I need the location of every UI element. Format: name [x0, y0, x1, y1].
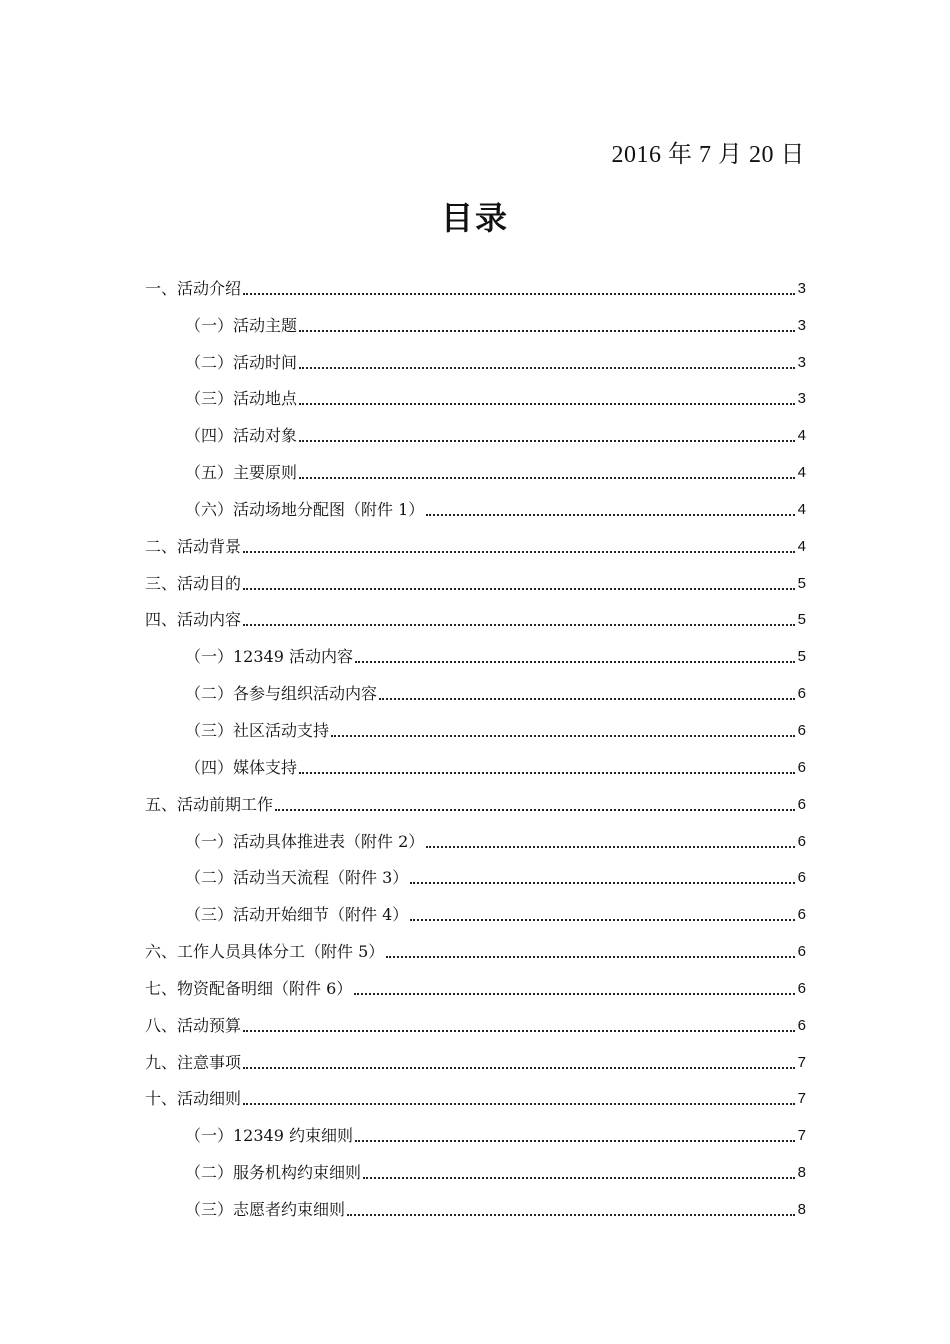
toc-entry[interactable]: [145, 630, 806, 667]
toc-entry-label: （二）各参与组织活动内容: [185, 684, 378, 704]
toc-entry[interactable]: [145, 373, 806, 410]
document-date: 2016 年 7 月 20 日: [611, 142, 805, 168]
toc-entry-label: （一）12349 约束细则: [185, 1126, 353, 1146]
toc-dot-leader: [363, 1177, 795, 1179]
toc-dot-leader: [299, 772, 795, 774]
toc-dot-leader: [331, 735, 795, 737]
toc-entry-label: （二）活动时间: [185, 352, 298, 372]
toc-entry-label: 四、活动内容: [145, 610, 242, 630]
toc-entry-label: （一）活动主题: [185, 315, 298, 335]
toc-dot-leader: [410, 882, 795, 884]
toc-entry-label: （二）服务机构约束细则: [185, 1163, 362, 1183]
toc-entry-label: （六）活动场地分配图（附件 1）: [185, 499, 425, 519]
toc-dot-leader: [426, 514, 795, 516]
toc-entry-page-number: 3: [797, 279, 806, 297]
toc-entry-page-number: 6: [797, 943, 806, 961]
toc-entry[interactable]: [145, 962, 806, 999]
toc-dot-leader: [299, 440, 795, 442]
toc-entry-page-number: 8: [797, 1200, 806, 1218]
toc-entry[interactable]: [145, 594, 806, 631]
toc-entry[interactable]: [145, 999, 806, 1036]
toc-entry[interactable]: [145, 557, 806, 594]
toc-entry-page-number: 6: [797, 685, 806, 703]
toc-entry[interactable]: [145, 667, 806, 704]
toc-entry[interactable]: [145, 299, 806, 336]
toc-dot-leader: [379, 698, 795, 700]
toc-entry-label: （五）主要原则: [185, 463, 298, 483]
toc-entry[interactable]: [145, 483, 806, 520]
toc-entry-page-number: 6: [797, 979, 806, 997]
toc-entry-page-number: 4: [797, 464, 806, 482]
toc-entry[interactable]: [145, 446, 806, 483]
toc-dot-leader: [299, 477, 795, 479]
toc-entry-label: 二、活动背景: [145, 536, 242, 556]
toc-entry[interactable]: [145, 888, 806, 925]
toc-dot-leader: [243, 588, 795, 590]
table-of-contents: [145, 262, 806, 1220]
toc-entry-page-number: 6: [797, 906, 806, 924]
toc-entry-page-number: 7: [797, 1127, 806, 1145]
toc-dot-leader: [243, 1067, 795, 1069]
toc-entry[interactable]: [145, 852, 806, 889]
toc-dot-leader: [243, 293, 795, 295]
toc-dot-leader: [426, 846, 795, 848]
toc-entry-label: （三）志愿者约束细则: [185, 1199, 346, 1219]
toc-entry-label: （四）媒体支持: [185, 757, 298, 777]
toc-dot-leader: [386, 956, 795, 958]
toc-entry-page-number: 8: [797, 1164, 806, 1182]
toc-entry[interactable]: [145, 336, 806, 373]
toc-entry-label: （一）12349 活动内容: [185, 647, 353, 667]
toc-entry-label: （三）社区活动支持: [185, 720, 330, 740]
toc-entry[interactable]: [145, 925, 806, 962]
toc-dot-leader: [243, 1103, 795, 1105]
toc-entry-label: （一）活动具体推进表（附件 2）: [185, 831, 425, 851]
page-title: 目录: [440, 199, 509, 237]
toc-entry-label: 九、注意事项: [145, 1052, 242, 1072]
toc-dot-leader: [410, 919, 795, 921]
toc-entry-page-number: 7: [797, 1090, 806, 1108]
toc-entry-page-number: 3: [797, 316, 806, 334]
toc-entry[interactable]: [145, 741, 806, 778]
toc-entry[interactable]: [145, 704, 806, 741]
toc-entry-page-number: 3: [797, 353, 806, 371]
toc-dot-leader: [355, 1140, 795, 1142]
toc-entry-label: 八、活动预算: [145, 1015, 242, 1035]
toc-dot-leader: [355, 661, 795, 663]
toc-entry-page-number: 6: [797, 758, 806, 776]
toc-entry[interactable]: [145, 1146, 806, 1183]
toc-entry-page-number: 7: [797, 1053, 806, 1071]
toc-entry[interactable]: [145, 778, 806, 815]
toc-entry[interactable]: [145, 1073, 806, 1110]
toc-dot-leader: [243, 1030, 795, 1032]
toc-entry-page-number: 6: [797, 1016, 806, 1034]
toc-entry[interactable]: [145, 1109, 806, 1146]
toc-entry-page-number: 5: [797, 648, 806, 666]
toc-entry[interactable]: [145, 1036, 806, 1073]
toc-dot-leader: [299, 367, 795, 369]
toc-entry-label: 一、活动介绍: [145, 278, 242, 298]
toc-entry-page-number: 4: [797, 537, 806, 555]
toc-entry[interactable]: [145, 1183, 806, 1220]
toc-dot-leader: [354, 993, 795, 995]
toc-dot-leader: [243, 624, 795, 626]
toc-dot-leader: [299, 403, 795, 405]
toc-entry-label: 十、活动细则: [145, 1089, 242, 1109]
toc-entry-page-number: 6: [797, 721, 806, 739]
toc-entry[interactable]: [145, 409, 806, 446]
toc-entry-label: （三）活动开始细节（附件 4）: [185, 905, 409, 925]
toc-entry-label: 七、物资配备明细（附件 6）: [145, 978, 353, 998]
toc-entry-page-number: 5: [797, 611, 806, 629]
toc-entry-label: 三、活动目的: [145, 573, 242, 593]
toc-entry-label: （三）活动地点: [185, 389, 298, 409]
toc-entry-label: （二）活动当天流程（附件 3）: [185, 868, 409, 888]
toc-entry-label: 五、活动前期工作: [145, 794, 274, 814]
toc-entry-page-number: 6: [797, 869, 806, 887]
toc-entry-label: （四）活动对象: [185, 426, 298, 446]
toc-entry[interactable]: [145, 815, 806, 852]
toc-entry-page-number: 6: [797, 795, 806, 813]
toc-dot-leader: [243, 551, 795, 553]
toc-dot-leader: [275, 809, 795, 811]
toc-entry[interactable]: [145, 262, 806, 299]
toc-entry-page-number: 3: [797, 390, 806, 408]
toc-entry-label: 六、工作人员具体分工（附件 5）: [145, 942, 385, 962]
toc-entry-page-number: 4: [797, 427, 806, 445]
toc-entry-page-number: 5: [797, 574, 806, 592]
toc-dot-leader: [347, 1214, 795, 1216]
toc-entry-page-number: 6: [797, 832, 806, 850]
toc-dot-leader: [299, 330, 795, 332]
toc-entry-page-number: 4: [797, 500, 806, 518]
toc-entry[interactable]: [145, 520, 806, 557]
